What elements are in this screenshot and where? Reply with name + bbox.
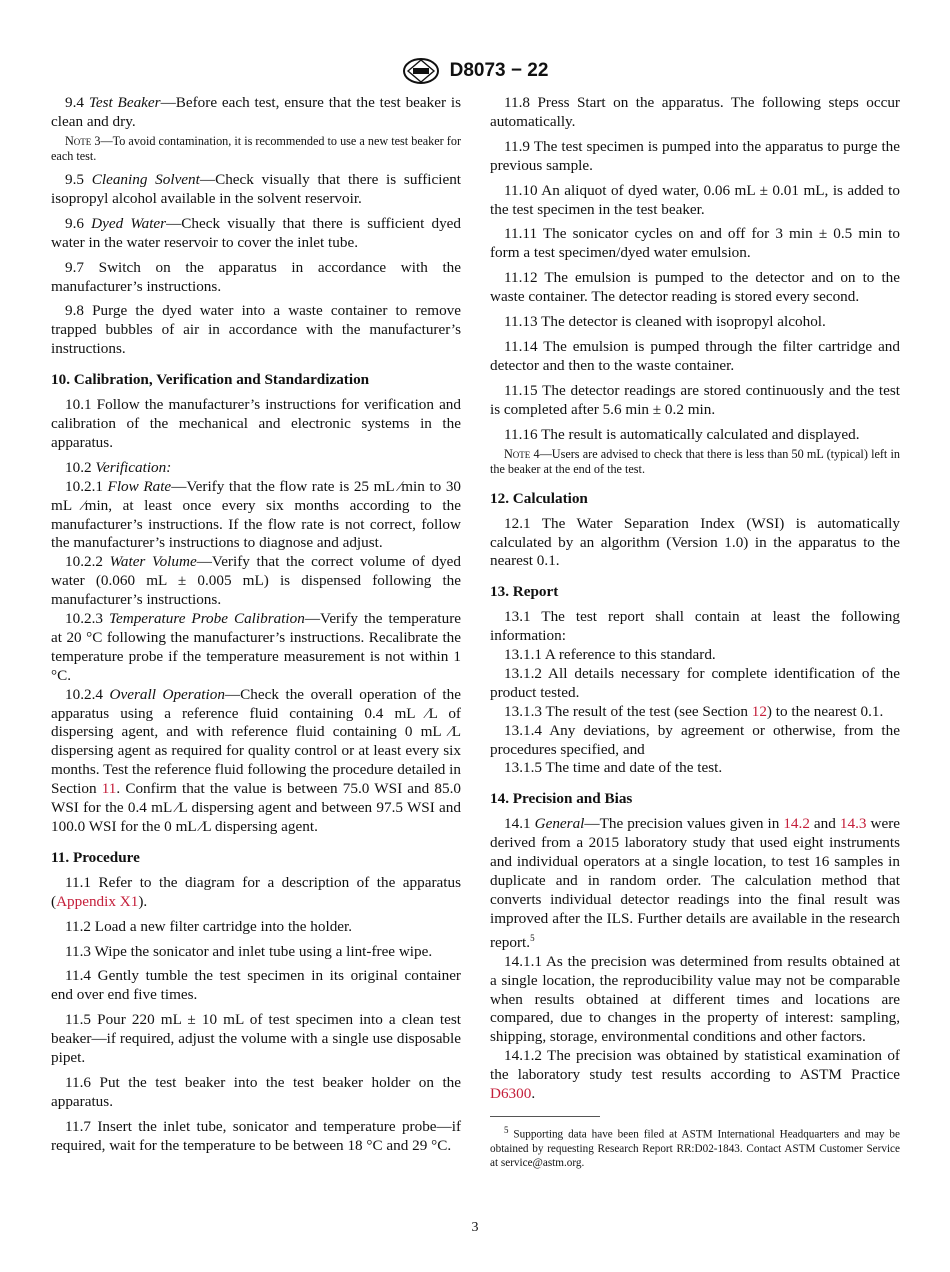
section-11-16: 11.16 The result is automatically calculated and displayed.: [504, 425, 860, 443]
section-10-1: 10.1 Follow the manufacturer’s instructions for verification and calibration of the mechanical and electronic systems in the apparatus.: [51, 396, 461, 451]
section-9-5: 9.5 Cleaning Solvent—Check visually that there is sufficient isopropyl alcohol available in the solvent reservoir.: [51, 171, 462, 207]
section-10-2-4: 10.2.4 Overall Operation—Check the overall operation of the apparatus using a reference fluid containing 0.4 mL ⁄L of dispersing agent, and with reference fluid containing 0 mL ⁄L dispersing agent as required for quality control or at least every six months. Test the reference fluid following the procedure detailed in Section 11. Confirm that the value is between 75.0 WSI and 85.0 WSI for the 0.4 mL ⁄L dispersing agent and between 97.5 WSI and 100.0 WSI for the 0 mL ⁄L dispersing agent.: [51, 685, 461, 835]
section-9-4: 9.4 Test Beaker—Before each test, ensure that the test beaker is clean and dry.: [51, 94, 461, 130]
note-3: Note 3—To avoid contamination, it is recommended to use a new test beaker for each test.: [51, 133, 462, 164]
footnote-divider: [490, 1116, 600, 1117]
section-11-4: 11.4 Gently tumble the test specimen in its original container end over end five times.: [51, 967, 461, 1004]
section-11-15: 11.15 The detector readings are stored continuously and the test is completed after 5.6 min ± 0.2 min.: [490, 381, 900, 418]
document-designation: D8073 − 22: [449, 60, 549, 81]
section-14-1-2: 14.1.2 The precision was obtained by statistical examination of the laboratory study test results according to ASTM Practice D6300.: [490, 1047, 900, 1103]
section-13-1: 13.1 The test report shall contain at least the following information:: [490, 608, 900, 645]
section-11-10: 11.10 An aliquot of dyed water, 0.06 mL ± 0.01 mL, is added to the test specimen in the test beaker.: [490, 181, 900, 218]
heading-section-14: 14. Precision and Bias: [490, 790, 633, 808]
footnote-5: $^5$ Supporting data have been filed at ASTM International Headquarters and may be obtained by requesting Research Report RR:D02-1843. Contact ASTM Customer Service at service@astm.org.: [490, 1124, 900, 1170]
heading-section-11: 11. Procedure: [51, 848, 140, 866]
section-11-link[interactable]: 11: [101, 780, 117, 798]
section-12-1: 12.1 The Water Separation Index (WSI) is automatically calculated by an algorithm (Version 1.0) in the apparatus to the nearest 0.1.: [490, 514, 900, 570]
section-11-11: 11.11 The sonicator cycles on and off for 3 min ± 0.5 min to form a test specimen/dyed water emulsion.: [490, 225, 900, 262]
footnote-ref: 5: [530, 932, 535, 943]
section-13-1-3: 13.1.3 The result of the test (see Section 12) to the nearest 0.1.: [504, 702, 884, 720]
heading-section-13: 13. Report: [490, 583, 559, 601]
section-11-3: 11.3 Wipe the sonicator and inlet tube using a lint-free wipe.: [65, 942, 433, 960]
section-9-8: 9.8 Purge the dyed water into a waste container to remove trapped bubbles of air in accordance with the manufacturer’s instructions.: [51, 302, 461, 358]
left-column: [51, 94, 461, 1156]
page-header: [0, 57, 950, 85]
note-4: Note 4—Users are advised to check that there is less than 50 mL (typical) left in the beaker at the end of the test.: [490, 446, 900, 477]
heading-section-10: 10. Calibration, Verification and Standardization: [51, 371, 370, 389]
section-14-1-1: 14.1.1 As the precision was determined from results obtained at a single location, the reproducibility value may not be comparable when results obtained at different times and locations are compared, due to changes in the property of interest: sampling, shipping, storage, environmental conditions and other factors.: [490, 952, 900, 1046]
section-10-2-1: 10.2.1 Flow Rate—Verify that the flow rate is 25 mL ⁄min to 30 mL ⁄min, at least once every six months according to the manufacturer’s instructions. If the flow rate is not correct, follow the manufacturer’s instructions to diagnose and adjust.: [51, 477, 462, 552]
section-10-2-2: 10.2.2 Water Volume—Verify that the correct volume of dyed water (0.060 mL ± 0.005 mL) is dispensed following the manufacturer’s instructions.: [51, 553, 461, 609]
section-11-1: 11.1 Refer to the diagram for a description of the apparatus (Appendix X1).: [51, 873, 461, 910]
section-11-6: 11.6 Put the test beaker into the test beaker holder on the apparatus.: [51, 1073, 461, 1110]
heading-section-12: 12. Calculation: [490, 489, 588, 507]
section-11-12: 11.12 The emulsion is pumped to the detector and on to the waste container. The detector reading is stored every second.: [490, 269, 900, 306]
section-13-1-1: 13.1.1 A reference to this standard.: [504, 646, 716, 664]
section-12-link[interactable]: 12: [751, 702, 767, 720]
section-11-13: 11.13 The detector is cleaned with isopropyl alcohol.: [504, 313, 826, 331]
section-11-2: 11.2 Load a new filter cartridge into the holder.: [65, 917, 353, 935]
section-9-7: 9.7 Switch on the apparatus in accordance with the manufacturer’s instructions.: [51, 258, 461, 295]
section-13-1-4: 13.1.4 Any deviations, by agreement or otherwise, from the procedures specified, and: [490, 721, 900, 758]
section-14-3-link[interactable]: 14.3: [839, 815, 867, 833]
astm-logo-icon: [402, 57, 440, 85]
d6300-link[interactable]: D6300: [490, 1085, 532, 1103]
section-9-6: 9.6 Dyed Water—Check visually that there is sufficient dyed water in the water reservoir to cover the inlet tube.: [51, 214, 462, 251]
right-column: [490, 94, 900, 1171]
section-14-1: 14.1 General—The precision values given in 14.2 and 14.3 were derived from a 2015 laboratory study that used eight instruments and individual operators at a single location, to test 16 samples in duplicate and in random order. The calculation method that converts individual detector readings into the final result was improved after the ILS. Further details are available in the research report.$^5$: [490, 815, 900, 951]
section-13-1-2: 13.1.2 All details necessary for complete identification of the product tested.: [490, 664, 900, 701]
page-number: 3: [471, 1220, 479, 1235]
section-14-2-link[interactable]: 14.2: [783, 815, 810, 833]
section-10-2-3: 10.2.3 Temperature Probe Calibration—Verify the temperature at 20 °C following the manufacturer’s instructions. Recalibrate the temperature probe if the temperature measurement is not within 1 °C.: [51, 610, 462, 684]
section-11-9: 11.9 The test specimen is pumped into the apparatus to purge the previous sample.: [490, 137, 900, 174]
section-10-2: 10.2 Verification:: [65, 458, 172, 476]
section-11-5: 11.5 Pour 220 mL ± 10 mL of test specimen into a clean test beaker—if required, adjust the volume with a single use disposable pipet.: [51, 1011, 461, 1067]
appendix-x1-link[interactable]: Appendix X1: [56, 892, 139, 910]
section-11-14: 11.14 The emulsion is pumped through the filter cartridge and detector and then to the waste container.: [490, 337, 900, 374]
section-13-1-5: 13.1.5 The time and date of the test.: [504, 759, 723, 777]
section-11-7: 11.7 Insert the inlet tube, sonicator and temperature probe—if required, wait for the temperature to be between 18 °C and 29 °C.: [51, 1117, 461, 1154]
section-11-8: 11.8 Press Start on the apparatus. The following steps occur automatically.: [490, 94, 900, 130]
